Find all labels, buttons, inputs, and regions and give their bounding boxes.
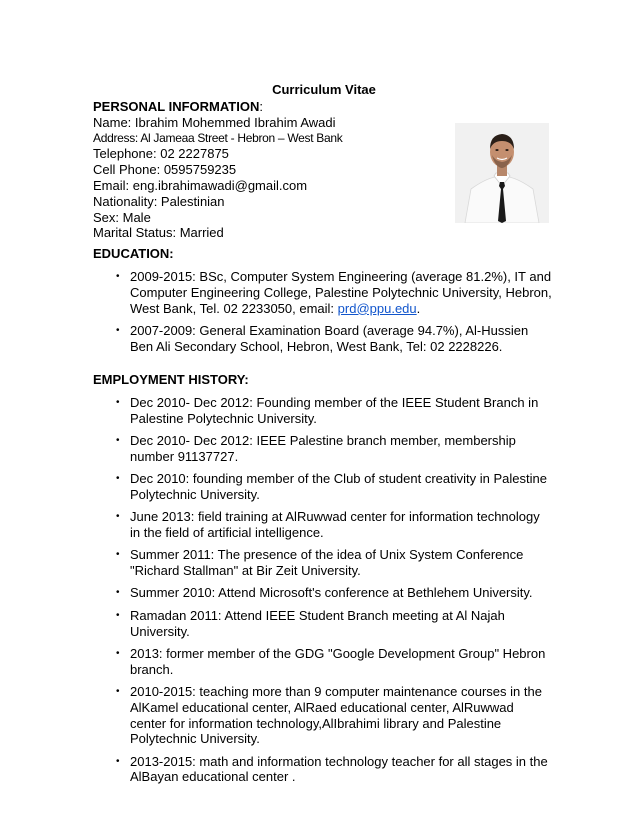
personal-heading: PERSONAL INFORMATION: xyxy=(93,99,263,114)
education-item: • 2007-2009: General Examination Board (average 94.7%), Al-Hussien Ben Ali Secondary School, Hebron, West Bank, Tel: 02 2228226. xyxy=(116,322,529,354)
cell-phone-line: Cell Phone: 0595759235 xyxy=(93,162,237,178)
education-item: • 2009-2015: BSc, Computer System Engineering (average 81.2%), IT and Computer Engineering College, Palestine Polytechnic University, Hebron, West Bank, Tel. 02 2233050, email: prd@ppu.edu. xyxy=(116,269,552,316)
employment-item: • 2010-2015: teaching more than 9 computer maintenance courses in the AlKamel educational center, AlRaed educational center, AlRuwwad center for information technology,AlIbrahimi library and Palestine Polytechnic University. xyxy=(116,683,542,747)
employment-list xyxy=(93,395,553,792)
bullet-icon: • xyxy=(116,473,120,485)
employment-item: • Summer 2010: Attend Microsoft's conference at Bethlehem University. xyxy=(116,585,533,601)
sex-line: Sex: Male xyxy=(93,209,151,225)
name-line: Name: Ibrahim Mohemmed Ibrahim Awadi xyxy=(93,114,336,130)
employment-item: • 2013-2015: math and information technology teacher for all stages in the AlBayan educational center . xyxy=(116,753,548,785)
bullet-icon: • xyxy=(116,587,120,599)
profile-photo-illustration xyxy=(455,123,549,223)
employment-item: • Dec 2010: founding member of the Club of student creativity in Palestine Polytechnic University. xyxy=(116,471,547,502)
personal-information-section xyxy=(93,99,453,241)
bullet-icon: • xyxy=(116,511,120,523)
bullet-icon: • xyxy=(116,685,120,697)
education-heading: EDUCATION: xyxy=(93,246,174,261)
employment-item: • Ramadan 2011: Attend IEEE Student Branch meeting at Al Najah University. xyxy=(116,607,505,639)
education-list xyxy=(93,269,553,361)
employment-item: • 2013: former member of the GDG "Google Development Group" Hebron branch. xyxy=(116,645,546,677)
bullet-icon: • xyxy=(116,549,120,561)
employment-item: • Summer 2011: The presence of the idea of Unix System Conference "Richard Stallman" at Bir Zeit University. xyxy=(116,547,524,579)
email-line: Email: eng.ibrahimawadi@gmail.com xyxy=(93,177,308,193)
employment-history-heading: EMPLOYMENT HISTORY: xyxy=(93,372,249,387)
bullet-icon: • xyxy=(116,271,120,282)
address-line: Address: Al Jameaa Street - Hebron – West Bank xyxy=(93,130,343,145)
bullet-icon: • xyxy=(116,324,120,336)
bullet-icon: • xyxy=(116,609,120,621)
document-title: Curriculum Vitae xyxy=(272,82,376,97)
profile-photo xyxy=(455,123,549,223)
employment-item: • Dec 2010- Dec 2012: Founding member of the IEEE Student Branch in Palestine Polytechnic University. xyxy=(116,395,539,426)
bullet-icon: • xyxy=(116,755,120,767)
university-email-link[interactable]: prd@ppu.edu xyxy=(337,300,417,316)
nationality-line: Nationality: Palestinian xyxy=(93,193,225,209)
employment-item: • Dec 2010- Dec 2012: IEEE Palestine branch member, membership number 91137727. xyxy=(116,433,516,464)
bullet-icon: • xyxy=(116,397,120,408)
marital-status-line: Marital Status: Married xyxy=(93,225,224,241)
employment-item: • June 2013: field training at AlRuwwad center for information technology in the field of artificial intelligence. xyxy=(116,509,540,541)
telephone-line: Telephone: 02 2227875 xyxy=(93,146,229,162)
bullet-icon: • xyxy=(116,647,120,659)
bullet-icon: • xyxy=(116,435,120,447)
